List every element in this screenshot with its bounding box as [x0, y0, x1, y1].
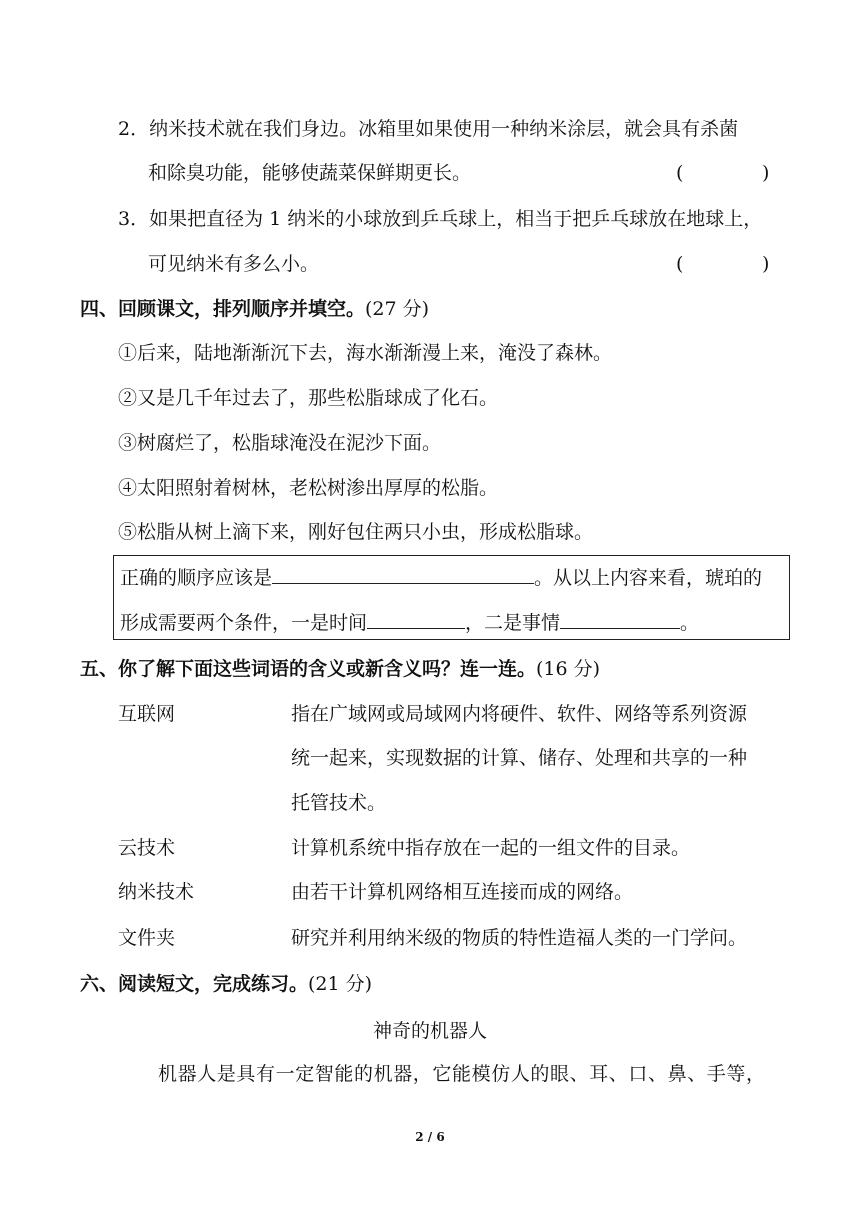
term-nanotech: 纳米技术 — [118, 881, 195, 903]
article-paragraph-start: 机器人是具有一定智能的机器，它能模仿人的眼、耳、口、鼻、手等， — [158, 1063, 766, 1085]
event-answer-blank[interactable] — [560, 610, 680, 629]
section4-score: (27 分) — [365, 298, 430, 320]
definition-2: 计算机系统中指存放在一起的一组文件的目录。 — [291, 837, 691, 859]
definition-1-line1: 指在广域网或局域网内将硬件、软件、网络等系列资源 — [291, 703, 748, 725]
box-line-1 — [120, 565, 762, 591]
section6-heading: 六、阅读短文，完成练习。 — [80, 973, 309, 995]
box-line2-mid: ，二是事情 — [465, 612, 561, 634]
time-answer-blank[interactable] — [367, 610, 465, 629]
section5-heading: 五、你了解下面这些词语的含义或新含义吗？连一连。 — [80, 658, 537, 680]
section6-score: (21 分) — [308, 973, 373, 995]
box-line1-start: 正确的顺序应该是 — [120, 567, 273, 589]
box-line2-end: 。 — [680, 612, 700, 634]
definition-1-line3: 托管技术。 — [291, 792, 387, 814]
box-line-2 — [120, 610, 699, 636]
q2-answer-paren-open: ( — [676, 162, 684, 184]
q2-line2: 和除臭功能，能够使蔬菜保鲜期更长。 — [148, 162, 472, 184]
q3-line2: 可见纳米有多么小。 — [148, 253, 320, 275]
section4-heading-line — [80, 296, 429, 322]
section4-item-4: ④太阳照射着树林，老松树渗出厚厚的松脂。 — [118, 477, 499, 499]
q3-answer-paren-close: ) — [762, 253, 770, 275]
box-line1-end: 。从以上内容来看，琥珀的 — [534, 567, 763, 589]
section5-heading-line — [80, 656, 600, 682]
section4-item-3: ③树腐烂了，松脂球淹没在泥沙下面。 — [118, 432, 442, 454]
definition-3: 由若干计算机网络相互连接而成的网络。 — [291, 881, 634, 903]
definition-4: 研究并利用纳米级的物质的特性造福人类的一门学问。 — [291, 927, 748, 949]
article-title: 神奇的机器人 — [372, 1020, 487, 1042]
section4-item-1: ①后来，陆地渐渐沉下去，海水渐渐漫上来，淹没了森林。 — [118, 342, 613, 364]
q2-line1: 2．纳米技术就在我们身边。冰箱里如果使用一种纳米涂层，就会具有杀菌 — [118, 118, 739, 140]
page-number: 2 / 6 — [415, 1130, 445, 1144]
term-folder: 文件夹 — [118, 927, 176, 949]
section4-item-2: ②又是几千年过去了，那些松脂球成了化石。 — [118, 387, 499, 409]
order-answer-blank[interactable] — [272, 565, 534, 584]
term-internet: 互联网 — [118, 703, 176, 725]
q2-answer-paren-close: ) — [762, 162, 770, 184]
section6-heading-line — [80, 971, 372, 997]
term-cloud-tech: 云技术 — [118, 837, 176, 859]
section4-item-5: ⑤松脂从树上滴下来，刚好包住两只小虫，形成松脂球。 — [118, 521, 594, 543]
section5-score: (16 分) — [536, 658, 601, 680]
section4-heading: 四、回顾课文，排列顺序并填空。 — [80, 298, 366, 320]
box-line2-start: 形成需要两个条件，一是时间 — [120, 612, 368, 634]
q3-answer-paren-open: ( — [676, 253, 684, 275]
definition-1-line2: 统一起来，实现数据的计算、储存、处理和共享的一种 — [291, 747, 748, 769]
q3-line1: 3．如果把直径为 1 纳米的小球放到乒乓球上，相当于把乒乓球放在地球上， — [118, 208, 763, 230]
